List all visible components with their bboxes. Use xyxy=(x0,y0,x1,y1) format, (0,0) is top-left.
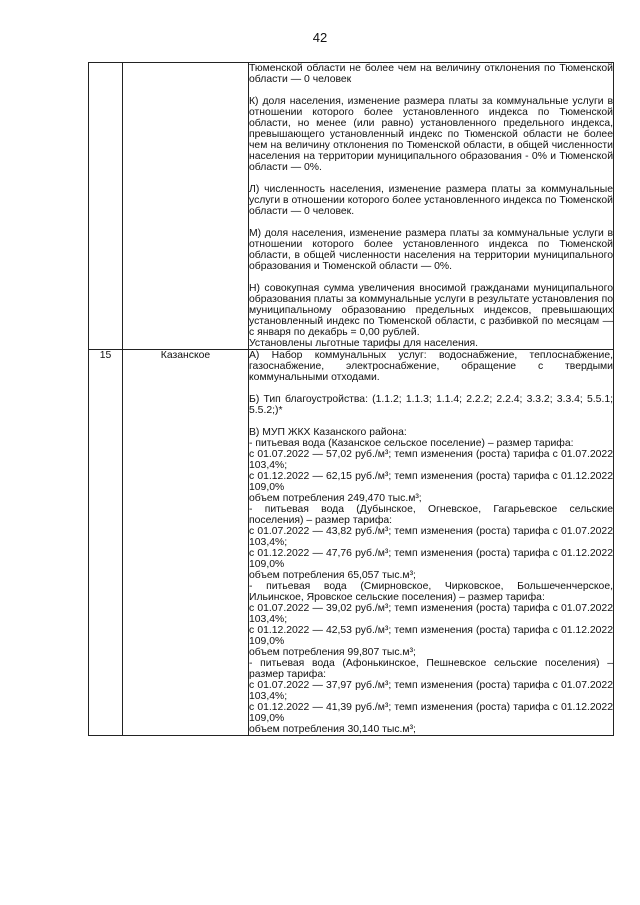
paragraph: В) МУП ЖКХ Казанского района: xyxy=(249,427,407,438)
paragraph: с 01.12.2022 — 47,76 руб./м³; темп изменения (роста) тарифа с 01.12.2022 109,0% xyxy=(249,548,613,570)
paragraph: К) доля населения, изменение размера платы за коммунальные услуги в отношении которого более установленного индекса по Тюменской области, но менее (или равно) установленного предельного индекса, превышающего установленный индекс по Тюменской области не более чем на величину отклонения по Тюменской области, в общей численности населения на территории муниципального образования - 0% и Тюменской области — 0%. xyxy=(249,96,613,173)
tariff-table xyxy=(88,62,614,736)
paragraph: Б) Тип благоустройства: (1.1.2; 1.1.3; 1.1.4; 2.2.2; 2.2.4; 3.3.2; 3.3.4; 5.5.1; 5.5.2;)* xyxy=(249,394,613,416)
paragraph: с 01.07.2022 — 43,82 руб./м³; темп изменения (роста) тарифа с 01.07.2022 103,4%; xyxy=(249,526,613,548)
paragraph: - питьевая вода (Казанское сельское поселение) – размер тарифа: xyxy=(249,438,574,449)
paragraph: объем потребления 249,470 тыс.м³; xyxy=(249,493,422,504)
paragraph: - питьевая вода (Дубынское, Огневское, Гагарьевское сельские поселения) – размер тарифа: xyxy=(249,504,613,526)
row-number-cell xyxy=(89,63,123,350)
table-row xyxy=(89,63,614,350)
paragraph-gap xyxy=(249,217,613,228)
paragraph: Установлены льготные тарифы для населения. xyxy=(249,338,479,349)
paragraph-gap xyxy=(249,416,613,427)
paragraph: объем потребления 65,057 тыс.м³; xyxy=(249,570,416,581)
paragraph-gap xyxy=(249,383,613,394)
page-number: 42 xyxy=(312,30,328,45)
municipality-name-cell xyxy=(123,63,249,350)
paragraph: объем потребления 99,807 тыс.м³; xyxy=(249,647,416,658)
paragraph: Тюменской области не более чем на величину отклонения по Тюменской области — 0 человек xyxy=(249,63,613,85)
table-body xyxy=(89,63,614,736)
paragraph: А) Набор коммунальных услуг: водоснабжение, теплоснабжение, газоснабжение, электроснабжение, обращение с твердыми коммунальными отходами. xyxy=(249,350,613,383)
description-cell xyxy=(249,63,614,350)
paragraph-gap xyxy=(249,272,613,283)
paragraph-gap xyxy=(249,85,613,96)
description-cell xyxy=(249,350,614,736)
paragraph: с 01.12.2022 — 62,15 руб./м³; темп изменения (роста) тарифа с 01.12.2022 109,0% xyxy=(249,471,613,493)
table-row xyxy=(89,350,614,736)
paragraph: с 01.12.2022 — 42,53 руб./м³; темп изменения (роста) тарифа с 01.12.2022 109,0% xyxy=(249,625,613,647)
paragraph: - питьевая вода (Афонькинское, Пешневское сельские поселения) – размер тарифа: xyxy=(249,658,613,680)
paragraph: с 01.07.2022 — 37,97 руб./м³; темп изменения (роста) тарифа с 01.07.2022 103,4%; xyxy=(249,680,613,702)
paragraph: Л) численность населения, изменение размера платы за коммунальные услуги в отношении которого более установленного индекса по Тюменской области — 0 человек. xyxy=(249,184,613,217)
paragraph-gap xyxy=(249,173,613,184)
paragraph: Н) совокупная сумма увеличения вносимой гражданами муниципального образования платы за коммунальные услуги в результате установления по муниципальному образованию предельных индексов, превышающих установленный индекс по Тюменской области, с разбивкой по месяцам — с января по декабрь = 0,00 рублей. xyxy=(249,283,613,338)
row-number-cell: 15 xyxy=(89,350,123,736)
paragraph: объем потребления 30,140 тыс.м³; xyxy=(249,724,416,735)
paragraph: - питьевая вода (Смирновское, Чирковское, Большеченчерское, Ильинское, Яровское сельские поселения) – размер тарифа: xyxy=(249,581,613,603)
paragraph: с 01.07.2022 — 39,02 руб./м³; темп изменения (роста) тарифа с 01.07.2022 103,4%; xyxy=(249,603,613,625)
municipality-name-cell: Казанское xyxy=(123,350,249,736)
paragraph: М) доля населения, изменение размера платы за коммунальные услуги в отношении которого более установленного индекса по Тюменской области, в общей численности населения на территории муниципального образования и Тюменской области — 0%. xyxy=(249,228,613,272)
paragraph: с 01.12.2022 — 41,39 руб./м³; темп изменения (роста) тарифа с 01.12.2022 109,0% xyxy=(249,702,613,724)
paragraph: с 01.07.2022 — 57,02 руб./м³; темп изменения (роста) тарифа с 01.07.2022 103,4%; xyxy=(249,449,613,471)
